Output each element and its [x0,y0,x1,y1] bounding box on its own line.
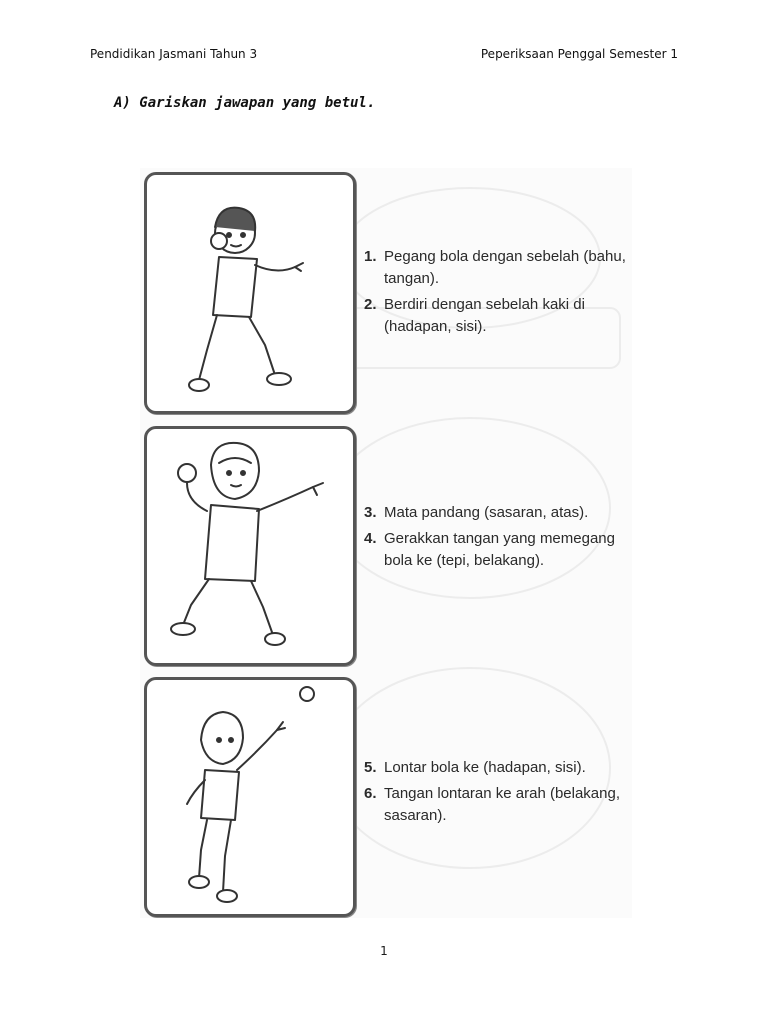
question-group-2 [364,502,644,576]
child-pointing-illustration [147,429,353,663]
question-text: Lontar bola ke (hadapan, sisi). [384,759,586,776]
page-number: 1 [380,944,388,958]
child-throwing-illustration [147,680,353,914]
illustration-panel-2 [144,426,356,666]
question-group-3 [364,757,644,831]
instruction-text: A) Gariskan jawapan yang betul. [114,95,376,111]
question-number: 3. [364,504,377,521]
question-number: 5. [364,759,377,776]
question-number: 1. [364,248,377,265]
question-number: 4. [364,530,377,547]
question-text: Berdiri dengan sebelah kaki di (hadapan, sisi). [384,296,585,335]
header-exam-title: Peperiksaan Penggal Semester 1 [480,47,678,61]
question-item-3 [364,502,644,524]
question-text: Mata pandang (sasaran, atas). [384,504,589,521]
question-item-2 [364,294,644,338]
child-holding-ball-illustration [147,175,353,411]
question-text: Tangan lontaran ke arah (belakang, sasaran). [384,785,621,824]
question-text: Gerakkan tangan yang memegang bola ke (tepi, belakang). [384,530,615,569]
question-text: Pegang bola dengan sebelah (bahu, tangan). [384,248,626,287]
question-number: 2. [364,296,377,313]
question-number: 6. [364,785,377,802]
question-item-1 [364,246,644,290]
question-item-5 [364,757,644,779]
header-subject: Pendidikan Jasmani Tahun 3 [90,47,258,61]
question-item-4 [364,528,644,572]
illustration-panel-3 [144,677,356,917]
illustration-panel-1 [144,172,356,414]
question-item-6 [364,783,644,827]
question-group-1 [364,246,644,342]
